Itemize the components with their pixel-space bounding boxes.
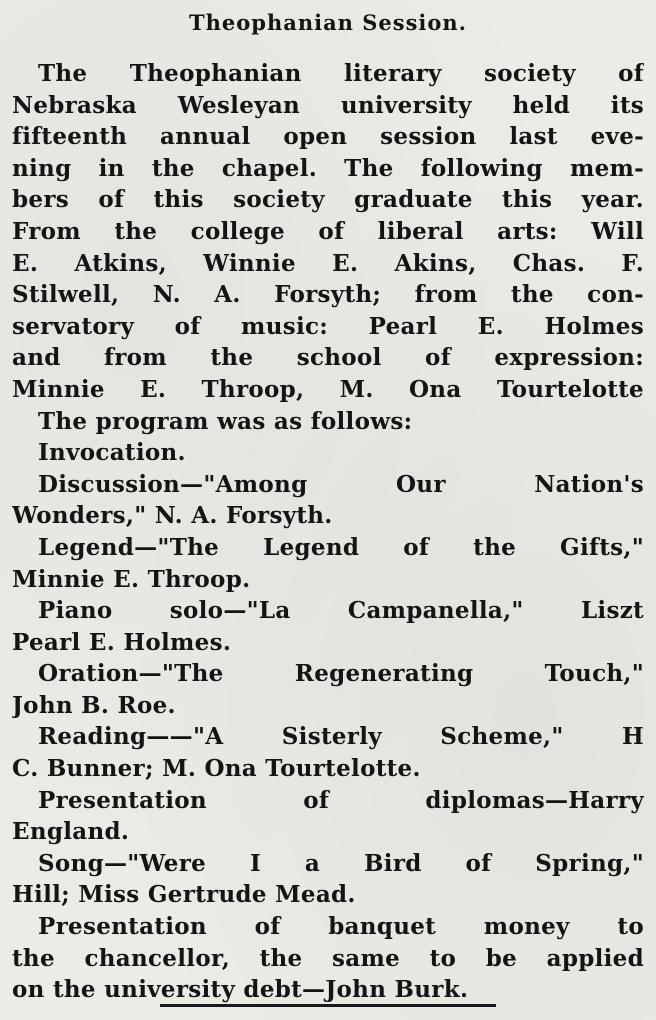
article-line: Reading——"A Sisterly Scheme," H <box>38 723 644 751</box>
article-line: and from the school of expression: <box>12 344 644 372</box>
article-line: Minnie E. Throop, M. Ona Tourtelotte <box>12 375 644 403</box>
article-line: Wonders," N. A. Forsyth. <box>12 502 333 530</box>
article-line: The Theophanian literary society of <box>38 60 644 87</box>
article-line: fifteenth annual open session last eve- <box>12 123 644 151</box>
article-line: The program was as follows: <box>38 407 413 435</box>
article-line: Oration—"The Regenerating Touch," <box>38 660 644 688</box>
article-line: C. Bunner; M. Ona Tourtelotte. <box>12 755 421 783</box>
article-body <box>12 58 644 1006</box>
article-line: From the college of liberal arts: Will <box>12 217 644 245</box>
article-line: Presentation of banquet money to <box>38 913 644 941</box>
article-line: England. <box>12 818 130 846</box>
article-line: E. Atkins, Winnie E. Akins, Chas. F. <box>12 249 644 277</box>
article-line: ning in the chapel. The following mem- <box>12 154 644 182</box>
article-line: Nebraska Wesleyan university held its <box>12 91 644 119</box>
article-line: Legend—"The Legend of the Gifts," <box>38 533 644 561</box>
article-line: the chancellor, the same to be applied <box>12 944 644 972</box>
article-line: John B. Roe. <box>12 691 176 719</box>
article-line: Hill; Miss Gertrude Mead. <box>12 881 356 909</box>
article-line: Song—"Were I a Bird of Spring," <box>38 849 644 877</box>
article-line: Stilwell, N. A. Forsyth; from the con- <box>12 281 644 309</box>
article-line: on the university debt—John Burk. <box>12 976 469 1004</box>
article-line: Piano solo—"La Campanella," Liszt <box>38 597 644 625</box>
article-line: Minnie E. Throop. <box>12 565 251 593</box>
article-line: servatory of music: Pearl E. Holmes <box>12 312 644 340</box>
article-line: Presentation of diplomas—Harry <box>38 786 644 814</box>
headline: Theophanian Session. <box>189 10 467 35</box>
article-line: bers of this society graduate this year. <box>12 186 644 214</box>
closing-rule <box>160 1004 496 1007</box>
article-line: Discussion—"Among Our Nation's <box>38 470 644 498</box>
article-line: Pearl E. Holmes. <box>12 628 232 656</box>
article-line: Invocation. <box>38 439 186 467</box>
